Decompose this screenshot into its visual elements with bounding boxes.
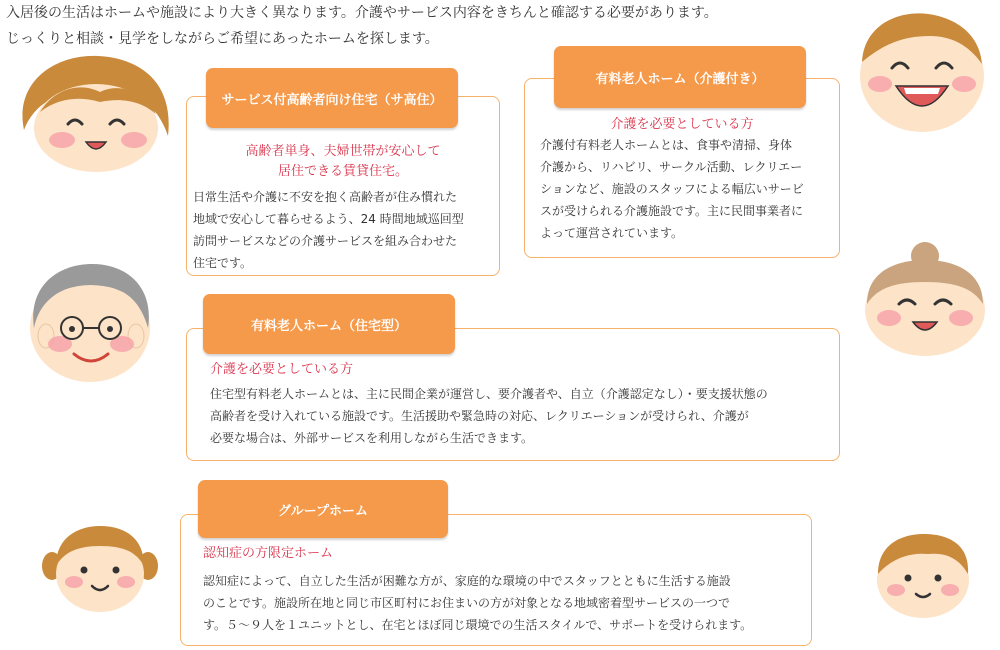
card-grouphome-title: グループホーム: [198, 480, 448, 538]
grandma-face-icon: [855, 238, 995, 358]
grandpa-face-icon: [20, 258, 160, 384]
boy-face-icon: [868, 530, 978, 620]
card-kaigotsuki-title: 有料老人ホーム（介護付き）: [554, 46, 806, 108]
card-grouphome-subtitle: 認知症の方限定ホーム: [203, 546, 334, 561]
card-sakoju-body: 日常生活や介護に不安を抱く高齢者が住み慣れた 地域で安心して暮らせるよう、24 時間地域巡回型 訪問サービスなどの介護サービスを組み合わせた 住宅です。: [193, 190, 464, 270]
card-grouphome-body: 認知症によって、自立した生活が困難な方が、家庭的な環境の中でスタッフとともに生活する施設 のことです。施設所在地と同じ市区町村にお住まいの方が対象となる地域密着型サービスの一つで す。５〜９人を１ユニットとし、在宅とほぼ同じ環境での生活スタイルで、サポートを受けられます。: [203, 574, 753, 632]
smiling-man-face-icon: [850, 6, 990, 134]
intro-line-2: じっくりと相談・見学をしながらご希望にあったホームを探します。: [6, 31, 439, 47]
card-sakoju-title: サービス付高齢者向け住宅（サ高住）: [206, 68, 458, 128]
intro-text: [6, 0, 718, 52]
card-jutakugata-title: 有料老人ホーム（住宅型）: [203, 294, 455, 354]
girl-face-icon: [40, 516, 160, 616]
card-jutakugata-subtitle: 介護を必要としている方: [210, 362, 354, 377]
card-jutakugata-body: 住宅型有料老人ホームとは、主に民間企業が運営し、要介護者や、自立（介護認定なし）・要支援状態の 高齢者を受け入れている施設です。生活援助や緊急時の対応、レクリエーションが受けられ、介護が 必要な場合は、外部サービスを利用しながら生活できます。: [210, 387, 768, 445]
woman-face-icon: [10, 52, 180, 172]
card-kaigotsuki-body: 介護付有料老人ホームとは、食事や清掃、身体 介護から、リハビリ、サークル活動、レクリエー ションなど、施設のスタッフによる幅広いサービ スが受けられる介護施設です。主に民間事業者に よって運営されています。: [540, 138, 804, 240]
card-kaigotsuki-subtitle: 介護を必要としている方: [610, 117, 754, 132]
intro-line-1: 入居後の生活はホームや施設により大きく異なります。介護やサービス内容をきちんと確認する必要があります。: [6, 5, 718, 21]
card-sakoju-subtitle: 高齢者単身、夫婦世帯が安心して 居住できる賃貸住宅。: [245, 144, 441, 179]
